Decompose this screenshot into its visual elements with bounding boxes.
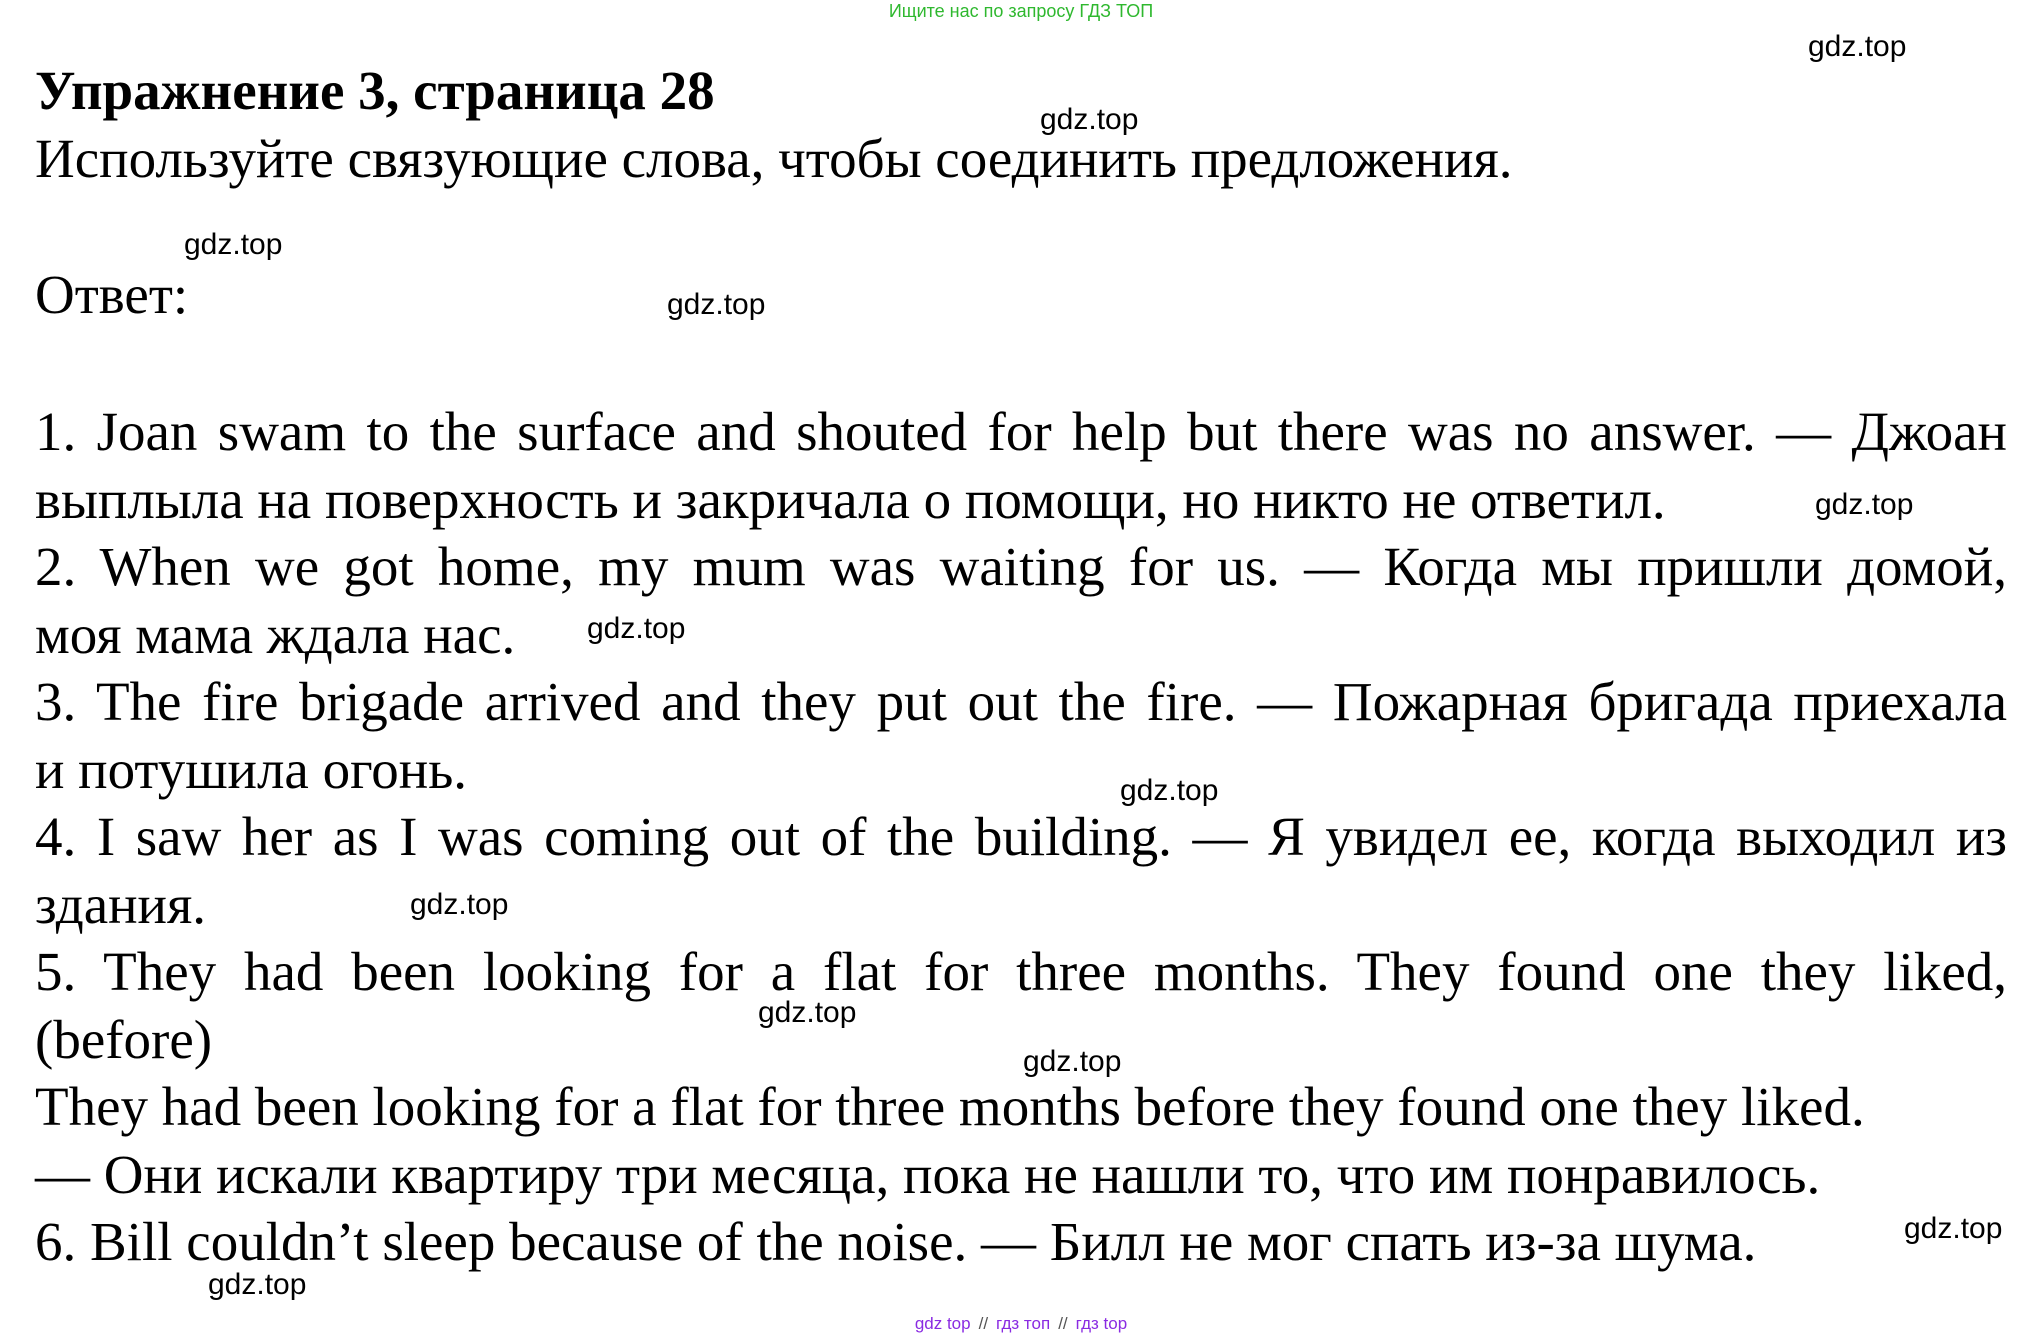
answer-line: 3. The fire brigade arrived and they put out the fire. — Пожарная бригада приехала [35, 671, 2007, 732]
answer-line: выплыла на поверхность и закричала о помощи, но никто не ответил. [35, 468, 1666, 530]
watermark: gdz.top [1808, 30, 1907, 63]
exercise-instruction: Используйте связующие слова, чтобы соединить предложения. [35, 128, 1513, 189]
watermark: gdz.top [410, 888, 509, 921]
watermark: gdz.top [1023, 1045, 1122, 1078]
answer-line: и потушила огонь. [35, 738, 468, 800]
exercise-title: Упражнение 3, страница 28 [35, 60, 715, 121]
watermark: gdz.top [184, 228, 283, 261]
footer-separator: // [1058, 1314, 1068, 1333]
watermark: gdz.top [1040, 103, 1139, 136]
footer-separator: // [978, 1314, 989, 1333]
footer-link[interactable]: гдз топ [996, 1314, 1051, 1333]
footer [0, 1314, 2042, 1334]
answer-line: 2. When we got home, my mum was waiting for us. — Когда мы пришли домой, [35, 536, 2007, 597]
watermark: gdz.top [587, 612, 686, 645]
search-hint-banner: Ищите нас по запросу ГДЗ ТОП [888, 1, 1154, 21]
watermark: gdz.top [1904, 1212, 2003, 1245]
answer-line: (before) [35, 1008, 213, 1070]
answer-line: 6. Bill couldn’t sleep because of the noise. — Билл не мог спать из-за шума. [35, 1211, 1757, 1272]
footer-link[interactable]: gdz top [914, 1314, 971, 1333]
answer-line: They had been looking for a flat for three months before they found one they liked. [35, 1076, 1865, 1137]
footer-link[interactable]: гдз top [1075, 1314, 1128, 1333]
answer-line: здания. [35, 873, 207, 935]
watermark: gdz.top [1815, 488, 1914, 521]
answer-body [35, 398, 2007, 1276]
watermark: gdz.top [1120, 774, 1219, 807]
answer-line: 1. Joan swam to the surface and shouted for help but there was no answer. — Джоан [35, 401, 2007, 462]
watermark: gdz.top [758, 996, 857, 1029]
watermark: gdz.top [208, 1268, 307, 1301]
answer-line: — Они искали квартиру три месяца, пока не нашли то, что им понравилось. [35, 1143, 1821, 1205]
answer-label: Ответ: [35, 264, 189, 325]
watermark: gdz.top [667, 288, 766, 321]
answer-line: 4. I saw her as I was coming out of the building. — Я увидел ее, когда выходил из [35, 806, 2007, 867]
answer-line: 5. They had been looking for a flat for three months. They found one they liked, [35, 941, 2007, 1002]
answer-line: моя мама ждала нас. [35, 603, 516, 665]
